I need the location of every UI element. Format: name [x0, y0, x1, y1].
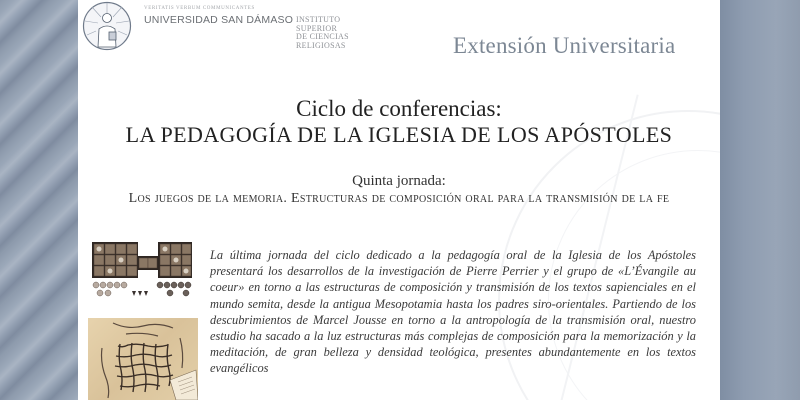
left-decorative-stripes [0, 0, 78, 400]
university-name: UNIVERSIDAD SAN DÁMASO [144, 14, 294, 26]
right-decorative-panel [720, 0, 800, 400]
session-label: Quinta jornada: [352, 173, 446, 189]
series-label: Ciclo de conferencias: [296, 96, 502, 121]
series-title: LA PEDAGOGÍA DE LA IGLESIA DE LOS APÓSTOLES [125, 122, 673, 147]
event-description: La última jornada del ciclo dedicado a la pedagogía oral de la Iglesia de los Apóstoles presentará los desarrollos de la investigación de Pierre Perrier y el grupo de «L’Évangile au coeur» en torno a las estructuras de composición y transmisión de los textos sapienciales en el mundo semita, desde la antigua Mesopotamia hasta los padres siro-orientales. Partiendo de los descubrimientos de Marcel Jousse en torno a la antropología de la transmisión oral, nuestro estudio ha sacado a la luz estructuras más complejas de composición para la memorización y la meditación, de gran belleza y densidad teológica, presentes abundantemente en los textos evangélicos [210, 248, 696, 376]
university-seal-logo-icon [82, 1, 132, 51]
session-title: Los juegos de la memoria. Estructuras de composición oral para la transmisión de la fe [128, 191, 670, 206]
institute-line: DE CIENCIAS [296, 32, 349, 42]
university-motto: VERITATIS VERBUM COMMUNICANTES [144, 6, 255, 11]
institute-line: RELIGIOSAS [296, 40, 346, 50]
flyer-page [78, 0, 720, 400]
section-title: Extensión Universitaria [453, 33, 676, 58]
board-game-image [88, 240, 200, 300]
institute-line: SUPERIOR [296, 23, 338, 33]
institute-line: INSTITUTO [296, 15, 341, 24]
knotted-cord-image [88, 318, 198, 400]
institute-name [296, 16, 349, 50]
decorative-arc [720, 0, 800, 400]
knotted-net-illustration [88, 318, 198, 400]
